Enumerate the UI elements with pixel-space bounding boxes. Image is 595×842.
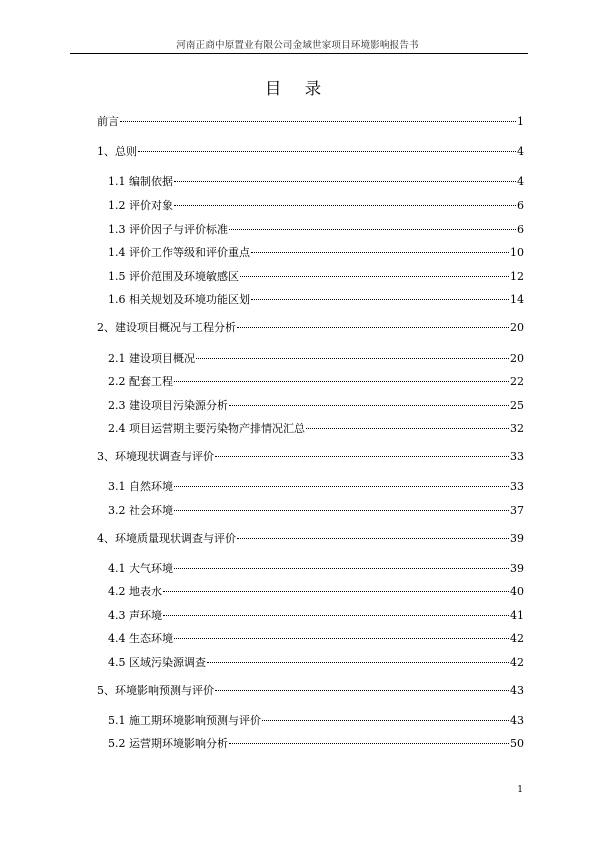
toc-entry-page: 4: [517, 145, 524, 158]
toc-entry[interactable]: [97, 113, 524, 131]
toc-entry-page: 50: [510, 737, 524, 750]
toc-entry-page: 42: [510, 656, 524, 669]
toc-entry-page: 43: [510, 684, 524, 697]
toc-entry[interactable]: [108, 560, 524, 578]
dot-leader: [251, 299, 509, 300]
dot-leader: [138, 151, 516, 152]
toc-entry-label: 1.3 评价因子与评价标准: [108, 223, 228, 236]
toc-entry[interactable]: [97, 448, 524, 466]
toc-entry-label: 5、环境影响预测与评价: [97, 684, 214, 697]
dot-leader: [215, 690, 509, 691]
toc-entry-label: 3.2 社会环境: [108, 504, 173, 517]
toc-title: 目 录: [264, 79, 331, 98]
dot-leader: [229, 743, 509, 744]
toc-entry-page: 4: [517, 175, 524, 188]
toc-entry[interactable]: [97, 319, 524, 337]
toc-entry[interactable]: [108, 373, 524, 391]
toc-entry[interactable]: [108, 291, 524, 309]
toc-entry[interactable]: [108, 221, 524, 239]
toc-entry-label: 4.1 大气环境: [108, 562, 173, 575]
toc-entry-page: 43: [510, 714, 524, 727]
toc-entry-label: 3.1 自然环境: [108, 480, 173, 493]
toc-entry-page: 33: [510, 480, 524, 493]
dot-leader: [163, 591, 509, 592]
toc-entry-label: 3、环境现状调查与评价: [97, 450, 214, 463]
toc-entry-page: 37: [510, 504, 524, 517]
toc-entry[interactable]: [108, 350, 524, 368]
toc-entry-label: 5.2 运营期环境影响分析: [108, 737, 228, 750]
toc-entry-page: 25: [510, 399, 524, 412]
toc-entry-label: 1.5 评价范围及环境敏感区: [108, 270, 239, 283]
toc-entry-label: 1.4 评价工作等级和评价重点: [108, 246, 250, 259]
toc-entry-label: 2.3 建设项目污染源分析: [108, 399, 228, 412]
dot-leader: [207, 662, 509, 663]
dot-leader: [196, 358, 509, 359]
toc-entry-label: 1、总则: [97, 145, 137, 158]
toc-entry-label: 4.4 生态环境: [108, 632, 173, 645]
toc-entry-page: 6: [517, 199, 524, 212]
dot-leader: [229, 405, 509, 406]
toc-entry[interactable]: [97, 682, 524, 700]
toc-entry-page: 1: [517, 115, 524, 128]
toc-entry[interactable]: [108, 268, 524, 286]
toc-entry-label: 2.2 配套工程: [108, 375, 173, 388]
toc-entry[interactable]: [108, 420, 524, 438]
toc-entry-page: 40: [510, 585, 524, 598]
toc-entry-page: 39: [510, 562, 524, 575]
dot-leader: [163, 615, 509, 616]
toc-entry[interactable]: [97, 143, 524, 161]
toc-entry-label: 前言: [97, 115, 119, 128]
dot-leader: [174, 568, 509, 569]
toc-entry[interactable]: [108, 173, 524, 191]
toc-entry-label: 4.2 地表水: [108, 585, 162, 598]
toc-entry-label: 4.3 声环境: [108, 609, 162, 622]
dot-leader: [215, 456, 509, 457]
toc-entry[interactable]: [108, 630, 524, 648]
toc-entry-label: 1.1 编制依据: [108, 175, 173, 188]
dot-leader: [306, 428, 509, 429]
dot-leader: [174, 381, 509, 382]
toc-entry-label: 2、建设项目概况与工程分析: [97, 321, 236, 334]
dot-leader: [237, 327, 509, 328]
toc-entry-page: 6: [517, 223, 524, 236]
toc-entry[interactable]: [108, 712, 524, 730]
dot-leader: [251, 252, 509, 253]
toc-entry-page: 20: [510, 321, 524, 334]
toc-entry-page: 32: [510, 422, 524, 435]
dot-leader: [174, 181, 516, 182]
dot-leader: [174, 205, 516, 206]
toc-entry-page: 33: [510, 450, 524, 463]
toc-entry[interactable]: [97, 530, 524, 548]
toc-entry-label: 5.1 施工期环境影响预测与评价: [108, 714, 261, 727]
header-rule: [70, 53, 528, 54]
toc-entry-page: 39: [510, 532, 524, 545]
toc-entry[interactable]: [108, 244, 524, 262]
toc-entry-label: 1.6 相关规划及环境功能区划: [108, 293, 250, 306]
dot-leader: [120, 121, 516, 122]
toc-entry[interactable]: [108, 654, 524, 672]
dot-leader: [237, 538, 509, 539]
running-header: 河南正商中原置业有限公司金域世家项目环境影响报告书: [176, 40, 419, 51]
toc-entry-page: 22: [510, 375, 524, 388]
page-number: 1: [517, 785, 523, 795]
dot-leader: [174, 638, 509, 639]
dot-leader: [174, 486, 509, 487]
toc-entry-page: 20: [510, 352, 524, 365]
dot-leader: [262, 720, 509, 721]
toc-entry-page: 14: [510, 293, 524, 306]
toc-entry[interactable]: [108, 735, 524, 753]
toc-entry-label: 2.1 建设项目概况: [108, 352, 195, 365]
dot-leader: [240, 276, 509, 277]
toc-entry[interactable]: [108, 583, 524, 601]
dot-leader: [229, 229, 516, 230]
toc-entry-label: 2.4 项目运营期主要污染物产排情况汇总: [108, 422, 305, 435]
toc-entry-page: 12: [510, 270, 524, 283]
toc-entry[interactable]: [108, 197, 524, 215]
dot-leader: [174, 510, 509, 511]
toc-entry-page: 41: [510, 609, 524, 622]
toc-entry-page: 42: [510, 632, 524, 645]
toc-entry-label: 4.5 区域污染源调查: [108, 656, 206, 669]
toc-entry-label: 1.2 评价对象: [108, 199, 173, 212]
toc-entry[interactable]: [108, 397, 524, 415]
toc-entry-label: 4、环境质量现状调查与评价: [97, 532, 236, 545]
toc-entry[interactable]: [108, 502, 524, 520]
toc-entry-page: 10: [510, 246, 524, 259]
toc-entry[interactable]: [108, 478, 524, 496]
toc-entry[interactable]: [108, 607, 524, 625]
